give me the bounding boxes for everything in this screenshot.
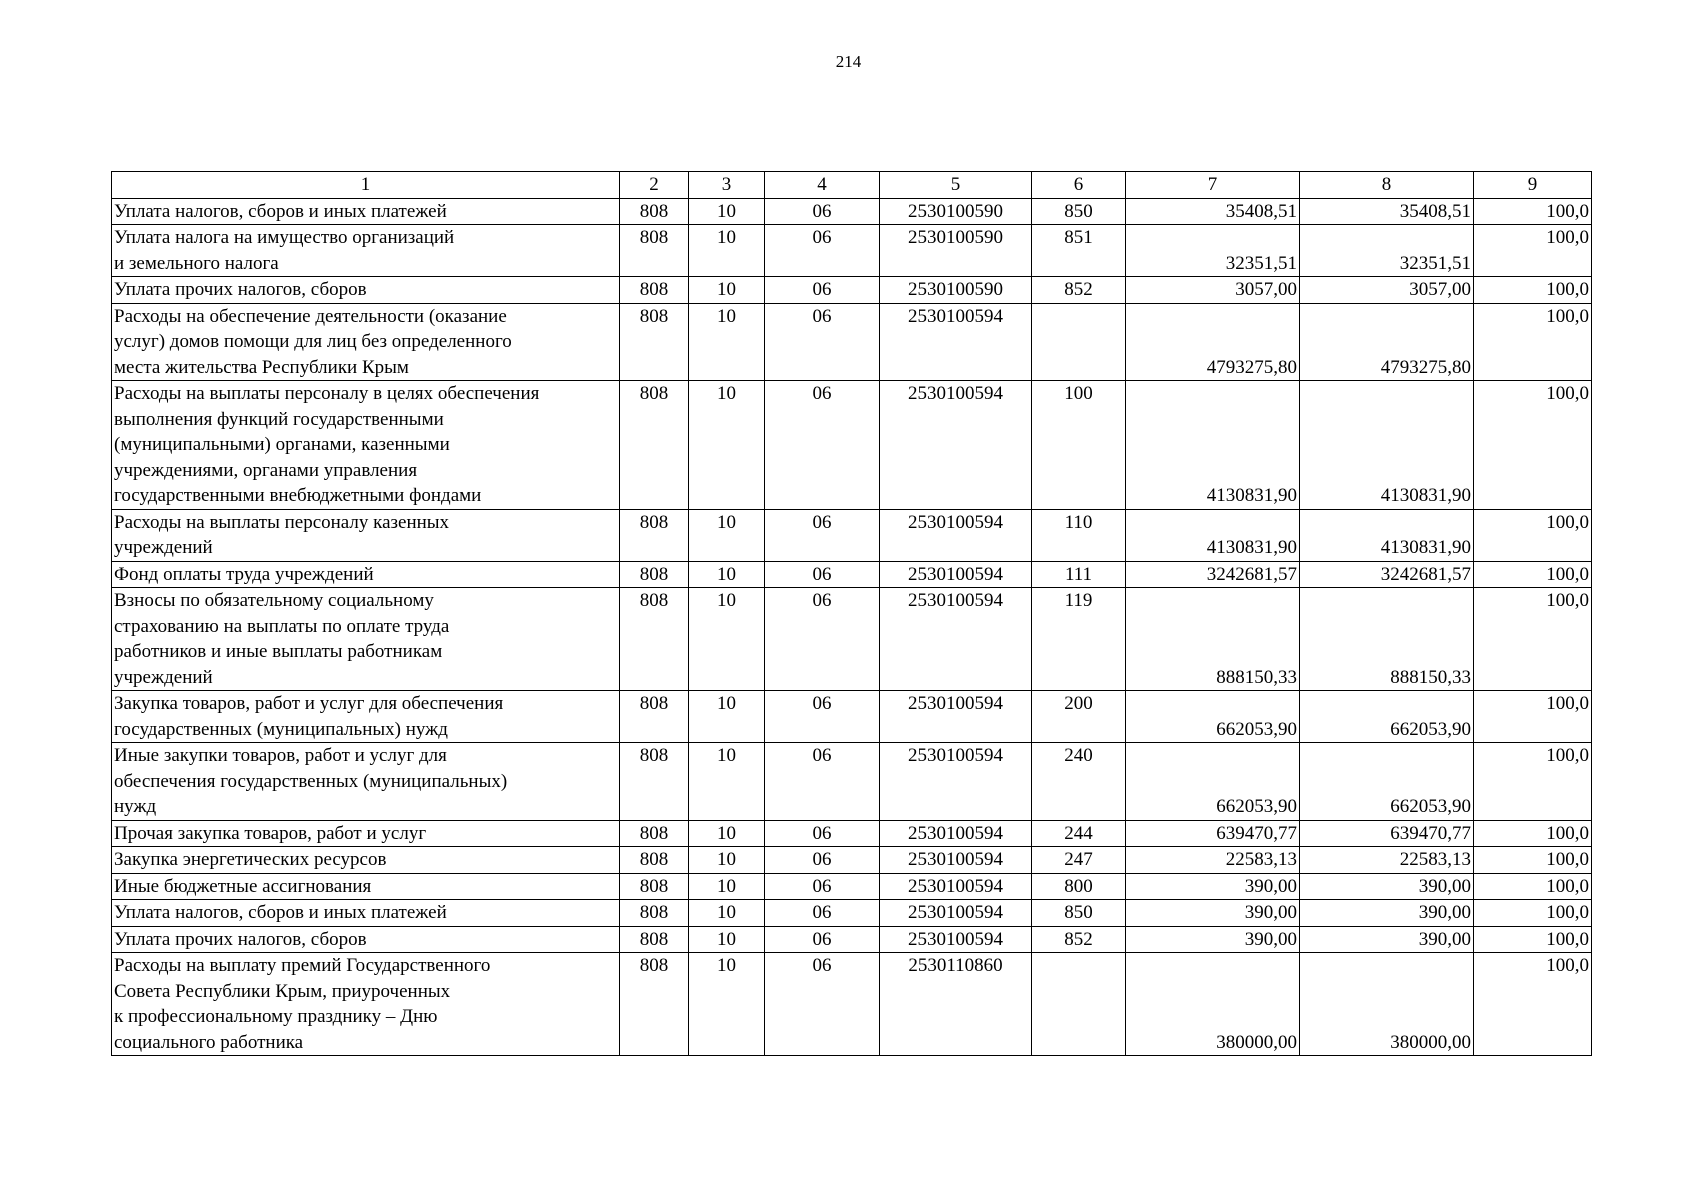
expense-type-cell: 850 bbox=[1032, 900, 1126, 927]
planned-amount-cell: 4793275,80 bbox=[1126, 303, 1300, 381]
executed-amount-cell: 639470,77 bbox=[1300, 820, 1474, 847]
ministry-code-cell: 808 bbox=[620, 691, 689, 743]
planned-amount-cell: 3057,00 bbox=[1126, 277, 1300, 304]
expense-type-cell: 110 bbox=[1032, 509, 1126, 561]
planned-amount-cell: 390,00 bbox=[1126, 873, 1300, 900]
header-cell: 2 bbox=[620, 172, 689, 199]
section-code-cell: 10 bbox=[689, 561, 765, 588]
executed-amount-cell: 4130831,90 bbox=[1300, 509, 1474, 561]
execution-percent-cell: 100,0 bbox=[1474, 953, 1592, 1056]
table-row bbox=[112, 691, 1592, 743]
table-row bbox=[112, 381, 1592, 510]
execution-percent-cell: 100,0 bbox=[1474, 820, 1592, 847]
planned-amount-cell: 662053,90 bbox=[1126, 691, 1300, 743]
subsection-code-cell: 06 bbox=[765, 691, 880, 743]
expense-type-cell: 244 bbox=[1032, 820, 1126, 847]
executed-amount-cell: 3242681,57 bbox=[1300, 561, 1474, 588]
execution-percent-cell: 100,0 bbox=[1474, 691, 1592, 743]
expense-type-cell: 851 bbox=[1032, 225, 1126, 277]
execution-percent-cell: 100,0 bbox=[1474, 225, 1592, 277]
executed-amount-cell: 380000,00 bbox=[1300, 953, 1474, 1056]
planned-amount-cell: 390,00 bbox=[1126, 900, 1300, 927]
planned-amount-cell: 662053,90 bbox=[1126, 743, 1300, 821]
executed-amount-cell: 662053,90 bbox=[1300, 743, 1474, 821]
target-article-cell: 2530110860 bbox=[880, 953, 1032, 1056]
section-code-cell: 10 bbox=[689, 873, 765, 900]
table-row bbox=[112, 926, 1592, 953]
expense-type-cell: 852 bbox=[1032, 277, 1126, 304]
execution-percent-cell: 100,0 bbox=[1474, 588, 1592, 691]
section-code-cell: 10 bbox=[689, 588, 765, 691]
header-cell: 1 bbox=[112, 172, 620, 199]
ministry-code-cell: 808 bbox=[620, 225, 689, 277]
table-row bbox=[112, 198, 1592, 225]
subsection-code-cell: 06 bbox=[765, 198, 880, 225]
ministry-code-cell: 808 bbox=[620, 561, 689, 588]
planned-amount-cell: 639470,77 bbox=[1126, 820, 1300, 847]
expense-name-cell: Фонд оплаты труда учреждений bbox=[112, 561, 620, 588]
expense-name-cell: Прочая закупка товаров, работ и услуг bbox=[112, 820, 620, 847]
target-article-cell: 2530100594 bbox=[880, 820, 1032, 847]
page-number: 214 bbox=[835, 52, 862, 71]
executed-amount-cell: 3057,00 bbox=[1300, 277, 1474, 304]
subsection-code-cell: 06 bbox=[765, 277, 880, 304]
subsection-code-cell: 06 bbox=[765, 381, 880, 510]
ministry-code-cell: 808 bbox=[620, 198, 689, 225]
target-article-cell: 2530100594 bbox=[880, 303, 1032, 381]
section-code-cell: 10 bbox=[689, 926, 765, 953]
header-cell: 7 bbox=[1126, 172, 1300, 199]
header-cell: 4 bbox=[765, 172, 880, 199]
ministry-code-cell: 808 bbox=[620, 381, 689, 510]
section-code-cell: 10 bbox=[689, 225, 765, 277]
expense-name-cell: Уплата налогов, сборов и иных платежей bbox=[112, 900, 620, 927]
target-article-cell: 2530100590 bbox=[880, 277, 1032, 304]
planned-amount-cell: 380000,00 bbox=[1126, 953, 1300, 1056]
expense-name-cell: Иные закупки товаров, работ и услуг для обеспечения государственных (муниципальных) нужд bbox=[112, 743, 620, 821]
section-code-cell: 10 bbox=[689, 900, 765, 927]
table-row bbox=[112, 277, 1592, 304]
target-article-cell: 2530100594 bbox=[880, 900, 1032, 927]
execution-percent-cell: 100,0 bbox=[1474, 198, 1592, 225]
ministry-code-cell: 808 bbox=[620, 277, 689, 304]
executed-amount-cell: 4130831,90 bbox=[1300, 381, 1474, 510]
ministry-code-cell: 808 bbox=[620, 743, 689, 821]
executed-amount-cell: 662053,90 bbox=[1300, 691, 1474, 743]
subsection-code-cell: 06 bbox=[765, 588, 880, 691]
expense-type-cell bbox=[1032, 303, 1126, 381]
ministry-code-cell: 808 bbox=[620, 847, 689, 874]
subsection-code-cell: 06 bbox=[765, 303, 880, 381]
section-code-cell: 10 bbox=[689, 198, 765, 225]
section-code-cell: 10 bbox=[689, 303, 765, 381]
expense-name-cell: Расходы на обеспечение деятельности (оказание услуг) домов помощи для лиц без определенного места жительства Республики Крым bbox=[112, 303, 620, 381]
header-cell: 9 bbox=[1474, 172, 1592, 199]
target-article-cell: 2530100590 bbox=[880, 225, 1032, 277]
subsection-code-cell: 06 bbox=[765, 743, 880, 821]
target-article-cell: 2530100594 bbox=[880, 743, 1032, 821]
header-cell: 6 bbox=[1032, 172, 1126, 199]
table-row bbox=[112, 588, 1592, 691]
table-row bbox=[112, 509, 1592, 561]
expense-name-cell: Расходы на выплаты персоналу в целях обеспечения выполнения функций государственными (муниципальными) органами, казенными учреждениями, органами управления государственными внебюджетными фондами bbox=[112, 381, 620, 510]
ministry-code-cell: 808 bbox=[620, 509, 689, 561]
ministry-code-cell: 808 bbox=[620, 926, 689, 953]
subsection-code-cell: 06 bbox=[765, 847, 880, 874]
section-code-cell: 10 bbox=[689, 691, 765, 743]
target-article-cell: 2530100590 bbox=[880, 198, 1032, 225]
target-article-cell: 2530100594 bbox=[880, 381, 1032, 510]
header-cell: 5 bbox=[880, 172, 1032, 199]
planned-amount-cell: 4130831,90 bbox=[1126, 381, 1300, 510]
expense-name-cell: Уплата налогов, сборов и иных платежей bbox=[112, 198, 620, 225]
execution-percent-cell: 100,0 bbox=[1474, 873, 1592, 900]
target-article-cell: 2530100594 bbox=[880, 847, 1032, 874]
expense-name-cell: Расходы на выплату премий Государственного Совета Республики Крым, приуроченных к профессиональному празднику – Дню социального работника bbox=[112, 953, 620, 1056]
target-article-cell: 2530100594 bbox=[880, 873, 1032, 900]
ministry-code-cell: 808 bbox=[620, 953, 689, 1056]
subsection-code-cell: 06 bbox=[765, 953, 880, 1056]
executed-amount-cell: 390,00 bbox=[1300, 873, 1474, 900]
expense-type-cell: 852 bbox=[1032, 926, 1126, 953]
executed-amount-cell: 35408,51 bbox=[1300, 198, 1474, 225]
ministry-code-cell: 808 bbox=[620, 820, 689, 847]
executed-amount-cell: 888150,33 bbox=[1300, 588, 1474, 691]
execution-percent-cell: 100,0 bbox=[1474, 847, 1592, 874]
table-row bbox=[112, 561, 1592, 588]
expense-type-cell: 850 bbox=[1032, 198, 1126, 225]
expense-type-cell: 111 bbox=[1032, 561, 1126, 588]
subsection-code-cell: 06 bbox=[765, 225, 880, 277]
subsection-code-cell: 06 bbox=[765, 873, 880, 900]
target-article-cell: 2530100594 bbox=[880, 588, 1032, 691]
execution-percent-cell: 100,0 bbox=[1474, 303, 1592, 381]
subsection-code-cell: 06 bbox=[765, 561, 880, 588]
executed-amount-cell: 4793275,80 bbox=[1300, 303, 1474, 381]
subsection-code-cell: 06 bbox=[765, 926, 880, 953]
expense-type-cell: 247 bbox=[1032, 847, 1126, 874]
expense-name-cell: Уплата налога на имущество организаций и земельного налога bbox=[112, 225, 620, 277]
section-code-cell: 10 bbox=[689, 277, 765, 304]
subsection-code-cell: 06 bbox=[765, 900, 880, 927]
executed-amount-cell: 390,00 bbox=[1300, 926, 1474, 953]
section-code-cell: 10 bbox=[689, 847, 765, 874]
execution-percent-cell: 100,0 bbox=[1474, 926, 1592, 953]
subsection-code-cell: 06 bbox=[765, 820, 880, 847]
table-row bbox=[112, 900, 1592, 927]
table-row bbox=[112, 847, 1592, 874]
planned-amount-cell: 4130831,90 bbox=[1126, 509, 1300, 561]
expense-name-cell: Закупка товаров, работ и услуг для обеспечения государственных (муниципальных) нужд bbox=[112, 691, 620, 743]
table-row bbox=[112, 820, 1592, 847]
subsection-code-cell: 06 bbox=[765, 509, 880, 561]
expense-name-cell: Уплата прочих налогов, сборов bbox=[112, 277, 620, 304]
section-code-cell: 10 bbox=[689, 820, 765, 847]
section-code-cell: 10 bbox=[689, 381, 765, 510]
ministry-code-cell: 808 bbox=[620, 900, 689, 927]
ministry-code-cell: 808 bbox=[620, 873, 689, 900]
table-row bbox=[112, 225, 1592, 277]
target-article-cell: 2530100594 bbox=[880, 691, 1032, 743]
planned-amount-cell: 32351,51 bbox=[1126, 225, 1300, 277]
section-code-cell: 10 bbox=[689, 743, 765, 821]
header-cell: 8 bbox=[1300, 172, 1474, 199]
expense-type-cell: 200 bbox=[1032, 691, 1126, 743]
ministry-code-cell: 808 bbox=[620, 588, 689, 691]
planned-amount-cell: 390,00 bbox=[1126, 926, 1300, 953]
planned-amount-cell: 3242681,57 bbox=[1126, 561, 1300, 588]
expense-type-cell: 119 bbox=[1032, 588, 1126, 691]
execution-percent-cell: 100,0 bbox=[1474, 509, 1592, 561]
table-row bbox=[112, 743, 1592, 821]
header-row bbox=[112, 172, 1592, 199]
planned-amount-cell: 22583,13 bbox=[1126, 847, 1300, 874]
expense-name-cell: Иные бюджетные ассигнования bbox=[112, 873, 620, 900]
section-code-cell: 10 bbox=[689, 953, 765, 1056]
expense-type-cell: 800 bbox=[1032, 873, 1126, 900]
expense-name-cell: Закупка энергетических ресурсов bbox=[112, 847, 620, 874]
executed-amount-cell: 22583,13 bbox=[1300, 847, 1474, 874]
header-cell: 3 bbox=[689, 172, 765, 199]
target-article-cell: 2530100594 bbox=[880, 509, 1032, 561]
expense-type-cell: 100 bbox=[1032, 381, 1126, 510]
executed-amount-cell: 32351,51 bbox=[1300, 225, 1474, 277]
table-row bbox=[112, 953, 1592, 1056]
ministry-code-cell: 808 bbox=[620, 303, 689, 381]
execution-percent-cell: 100,0 bbox=[1474, 900, 1592, 927]
execution-percent-cell: 100,0 bbox=[1474, 381, 1592, 510]
table-row bbox=[112, 303, 1592, 381]
expense-name-cell: Взносы по обязательному социальному страхованию на выплаты по оплате труда работников и иные выплаты работникам учреждений bbox=[112, 588, 620, 691]
execution-percent-cell: 100,0 bbox=[1474, 561, 1592, 588]
expense-type-cell bbox=[1032, 953, 1126, 1056]
planned-amount-cell: 888150,33 bbox=[1126, 588, 1300, 691]
planned-amount-cell: 35408,51 bbox=[1126, 198, 1300, 225]
budget-table bbox=[111, 171, 1592, 1056]
target-article-cell: 2530100594 bbox=[880, 926, 1032, 953]
target-article-cell: 2530100594 bbox=[880, 561, 1032, 588]
expense-type-cell: 240 bbox=[1032, 743, 1126, 821]
section-code-cell: 10 bbox=[689, 509, 765, 561]
expense-name-cell: Уплата прочих налогов, сборов bbox=[112, 926, 620, 953]
execution-percent-cell: 100,0 bbox=[1474, 277, 1592, 304]
expense-name-cell: Расходы на выплаты персоналу казенных учреждений bbox=[112, 509, 620, 561]
executed-amount-cell: 390,00 bbox=[1300, 900, 1474, 927]
table-row bbox=[112, 873, 1592, 900]
execution-percent-cell: 100,0 bbox=[1474, 743, 1592, 821]
